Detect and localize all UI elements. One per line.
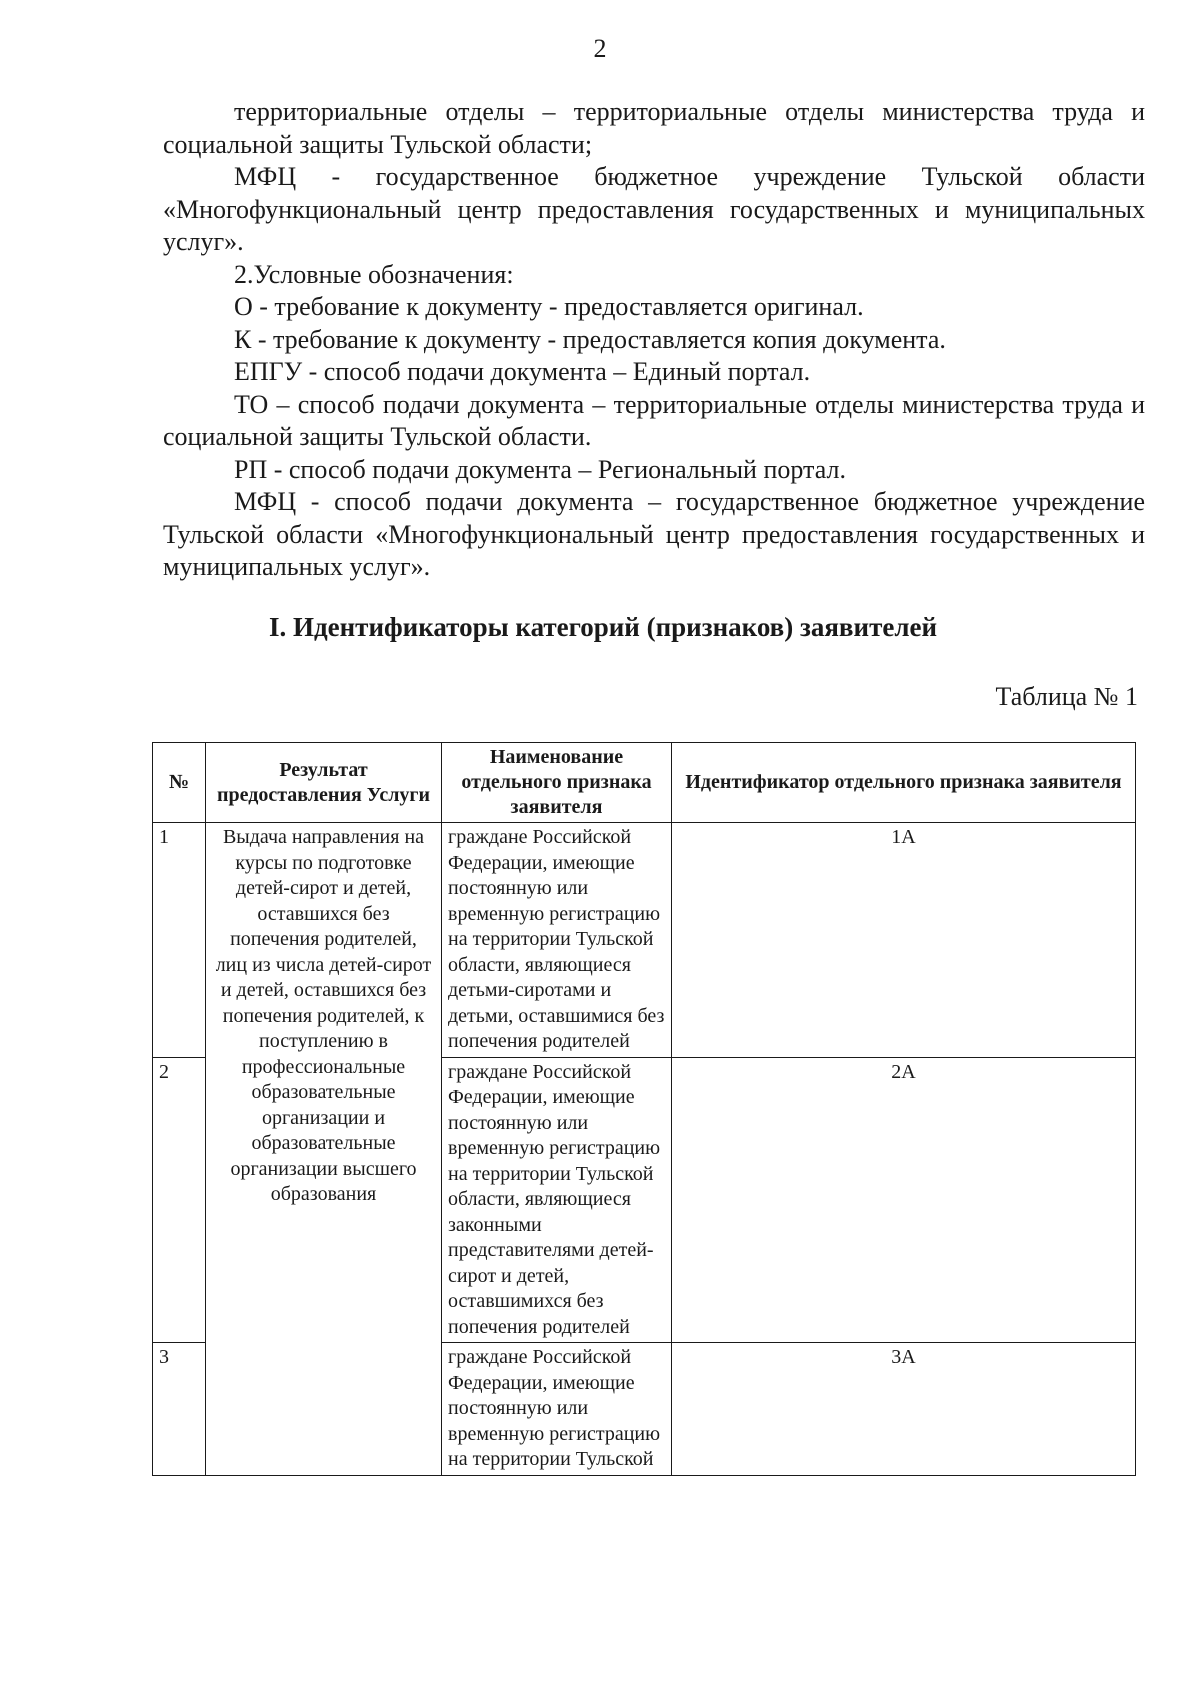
identifier-cell: 3А bbox=[672, 1343, 1136, 1476]
paragraph-legend-copy: К - требование к документу - предоставляется копия документа. bbox=[234, 324, 946, 354]
row-number: 1 bbox=[153, 823, 206, 1058]
header-feature-name: Наименование отдельного признака заявителя bbox=[442, 743, 672, 823]
row-number: 2 bbox=[153, 1057, 206, 1343]
header-number: № bbox=[153, 743, 206, 823]
table-row bbox=[153, 823, 1136, 1058]
body-text bbox=[163, 96, 1145, 584]
paragraph-legend-title: 2.Условные обозначения: bbox=[234, 259, 514, 289]
result-cell: Выдача направления на курсы по подготовке детей-сирот и детей, оставшихся без попечения родителей, лиц из числа детей-сирот и детей, оставшихся без попечения родителей, к поступлению в профессиональные образовательные организации и образовательные организации высшего образования bbox=[206, 823, 442, 1476]
feature-name-cell: граждане Российской Федерации, имеющие постоянную или временную регистрацию на территории Тульской bbox=[442, 1343, 672, 1476]
paragraph-legend-epgu: ЕПГУ - способ подачи документа – Единый портал. bbox=[234, 357, 811, 386]
table-caption: Таблица № 1 bbox=[995, 682, 1138, 711]
table-header-row bbox=[153, 743, 1136, 823]
page-number: 2 bbox=[593, 34, 607, 63]
feature-name-cell: граждане Российской Федерации, имеющие постоянную или временную регистрацию на территории Тульской области, являющиеся детьми-сиротами и детьми, оставшимися без попечения родителей bbox=[442, 823, 672, 1058]
paragraph-legend-to: ТО – способ подачи документа – территориальные отделы министерства труда и социальной защиты Тульской области. bbox=[163, 389, 1145, 451]
paragraph-legend-rp: РП - способ подачи документа – Региональный портал. bbox=[234, 454, 846, 484]
paragraph-mfc-definition: МФЦ - государственное бюджетное учреждение Тульской области «Многофункциональный центр предоставления государственных и муниципальных услуг». bbox=[163, 162, 1145, 256]
paragraph-legend-mfc: МФЦ - способ подачи документа – государственное бюджетное учреждение Тульской области «Многофункциональный центр предоставления государственных и муниципальных услуг». bbox=[163, 487, 1145, 581]
identifier-cell: 2А bbox=[672, 1057, 1136, 1343]
header-result: Результат предоставления Услуги bbox=[206, 743, 442, 823]
applicant-identifiers-table bbox=[152, 742, 1136, 1476]
row-number: 3 bbox=[153, 1343, 206, 1476]
section-heading: I. Идентификаторы категорий (признаков) заявителей bbox=[268, 612, 938, 642]
header-identifier: Идентификатор отдельного признака заявителя bbox=[672, 743, 1136, 823]
paragraph-territorial-departments: территориальные отделы – территориальные отделы министерства труда и социальной защиты Тульской области; bbox=[163, 97, 1145, 159]
identifier-cell: 1А bbox=[672, 823, 1136, 1058]
feature-name-cell: граждане Российской Федерации, имеющие постоянную или временную регистрацию на территории Тульской области, являющиеся законными представителями детей-сирот и детей, оставшимихся без попечения родителей bbox=[442, 1057, 672, 1343]
paragraph-legend-original: О - требование к документу - предоставляется оригинал. bbox=[234, 292, 864, 321]
